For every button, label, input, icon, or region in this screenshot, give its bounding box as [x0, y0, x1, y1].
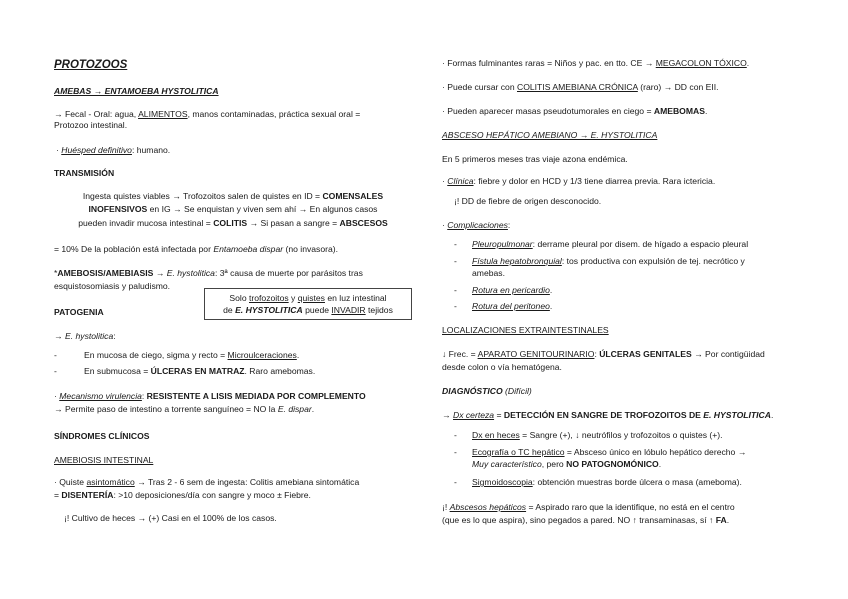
- page-title: PROTOZOOS: [54, 59, 128, 71]
- fecal-paragraph: → Fecal - Oral: agua, ALIMENTOS, manos contaminadas, práctica sexual oral = Protozoo intestinal.: [54, 109, 361, 131]
- cultivo-line: ¡! Cultivo de heces → (+) Casi en el 100% de los casos.: [64, 513, 277, 523]
- clinica-line: · Clínica: fiebre y dolor en HCD y 1/3 tiene diarrea previa. Rara ictericia.: [442, 176, 716, 186]
- patogenia-item: - En mucosa de ciego, sigma y recto = Microulceraciones.: [54, 350, 300, 360]
- quiste-paragraph: · Quiste asintomático → Tras 2 - 6 sem de ingesta: Colitis amebiana sintomática = DISENTERÍA: >10 deposiciones/día con sangre y moco ± Fiebre.: [54, 477, 360, 501]
- localizaciones-heading: LOCALIZACIONES EXTRAINTESTINALES: [442, 325, 609, 335]
- fulminantes-line: · Formas fulminantes raras = Niños y pac. en tto. CE → MEGACOLON TÓXICO.: [442, 58, 750, 68]
- complicacion-item: - Rotura en pericardio.: [454, 285, 553, 295]
- diagnostico-item: - Sigmoidoscopia: obtención muestras borde úlcera o masa (ameboma).: [454, 477, 742, 487]
- transmision-heading: TRANSMISIÓN: [54, 168, 115, 178]
- transmision-paragraph: Ingesta quistes viables → Trofozoitos salen de quistes en ID = COMENSALES INOFENSIVOS en IG → Se enquistan y viven sem ahí → En algunos casos pueden invadir mucosa intestinal = COLITIS → Si pasan a sangre = ABSCESOS: [78, 191, 388, 228]
- huesped-line: · Huésped definitivo: humano.: [56, 145, 171, 155]
- complicacion-item: - Rotura del peritoneo.: [454, 301, 553, 311]
- patogenia-intro: → E. hystolitica:: [54, 331, 116, 341]
- dispar-line: = 10% De la población está infectada por Entamoeba dispar (no invasora).: [54, 244, 339, 254]
- absceso-heading: ABSCESO HEPÁTICO AMEBIANO → E. HYSTOLITICA: [442, 130, 658, 140]
- diagnostico-heading: DIAGNÓSTICO (Difícil): [442, 386, 532, 396]
- complicaciones-label: · Complicaciones:: [442, 220, 511, 230]
- diagnostico-item: - Dx en heces = Sangre (+), ↓ neutrófilos y trofozoitos o quistes (+).: [454, 430, 723, 440]
- amebas-heading: AMEBAS → ENTAMOEBA HYSTOLITICA: [54, 86, 219, 96]
- amebosis-paragraph: *AMEBOSIS/AMEBIASIS → E. hystolitica: 3ª causa de muerte por parásitos tras esquistosomiasis y paludismo.: [54, 268, 363, 291]
- diagnostico-item: - Ecografía o TC hepático = Absceso único en lóbulo hepático derecho → Muy característico, pero NO PATOGNOMÓNICO.: [454, 447, 747, 470]
- amebiosis-intestinal-heading: AMEBIOSIS INTESTINAL: [54, 455, 154, 465]
- patogenia-heading: PATOGENIA: [54, 307, 104, 317]
- dd-fiebre-line: ¡! DD de fiebre de origen desconocido.: [454, 196, 602, 206]
- invasion-callout-box: Solo trofozoitos y quistes en luz intestinal de E. HYSTOLITICA puede INVADIR tejidos: [204, 288, 412, 320]
- colitis-cronica-line: · Puede cursar con COLITIS AMEBIANA CRÓNICA (raro) → DD con EII.: [442, 82, 719, 92]
- complicacion-item: - Pleuropulmonar: derrame pleural por disem. de hígado a espacio pleural: [454, 239, 749, 249]
- sindromes-heading: SÍNDROMES CLÍNICOS: [54, 431, 150, 441]
- localizaciones-paragraph: ↓ Frec. = APARATO GENITOURINARIO: ÚLCERAS GENITALES → Por contigüidad desde colon o vía hematógena.: [442, 349, 765, 373]
- primeros-meses-line: En 5 primeros meses tras viaje azona endémica.: [442, 154, 628, 164]
- patogenia-item: - En submucosa = ÚLCERAS EN MATRAZ. Raro amebomas.: [54, 366, 316, 376]
- complicacion-item: - Fístula hepatobronquial: tos productiva con expulsión de tej. necrótico y amebas.: [454, 256, 745, 279]
- virulencia-paragraph: · Mecanismo virulencia: RESISTENTE A LISIS MEDIADA POR COMPLEMENTO → Permite paso de intestino a torrente sanguíneo = NO la E. dispar.: [54, 391, 366, 415]
- dx-certeza-line: → Dx certeza = DETECCIÓN EN SANGRE DE TROFOZOITOS DE E. HYSTOLITICA.: [442, 410, 774, 420]
- abscesos-paragraph: ¡! Abscesos hepáticos = Aspirado raro que la identifique, no está en el centro (que es lo que aspira), sino pegados a pared. NO ↑ transaminasas, sí ↑ FA.: [442, 502, 735, 526]
- amebomas-line: · Pueden aparecer masas pseudotumorales en ciego = AMEBOMAS.: [442, 106, 708, 116]
